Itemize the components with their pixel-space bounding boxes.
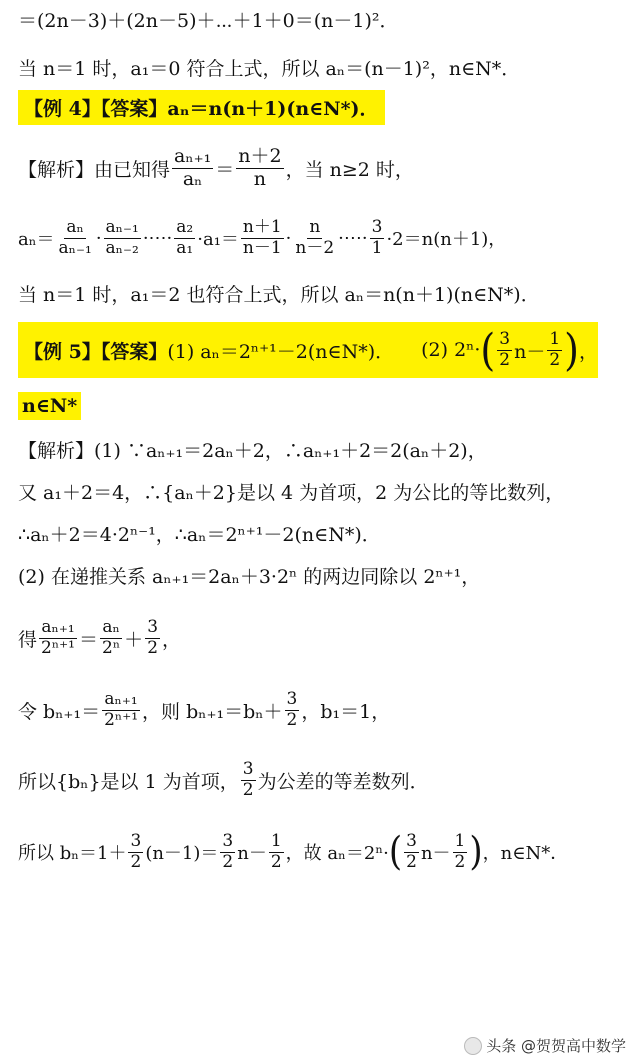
example-5-answer-cont: n∈N* — [18, 388, 81, 424]
solution-line-7: 所以{bₙ}是以 1 为首项， $\frac{3}{2}$ 为公差的等差数列． — [18, 758, 429, 800]
watermark: 头条 @贺贺高中数学 — [464, 1035, 626, 1056]
fraction: $\frac{n+2}{n}$ — [238, 144, 282, 190]
solution-line-5: 得 $\frac{\text{aₙ₊₁}}{\text{2ⁿ⁺¹}}$ ＝ $\frac{\text{aₙ}}{\text{2ⁿ}}$ ＋ $\frac{3}{2}$ ， — [18, 616, 182, 658]
solution-line-2: 又 a₁＋2＝4，∴{aₙ＋2}是以 4 为首项，2 为公比的等比数列， — [18, 481, 565, 504]
fraction: $\frac{\text{aₙ₊₁}}{\text{aₙ}}$ — [174, 144, 212, 190]
example-4-answer: 【例 4】【答案】aₙ＝n(n＋1)(n∈N*)． — [18, 90, 632, 124]
solution-line-3: ∴aₙ＋2＝4·2ⁿ⁻¹，∴aₙ＝2ⁿ⁺¹－2(n∈N*)． — [18, 523, 381, 546]
example-4-solution-intro: 【解析】由已知得 $\frac{\text{aₙ₊₁}}{\text{aₙ}}$ ＝ $\frac{n+2}{n}$ ，当 n≥2 时， — [18, 144, 414, 190]
solution-line-8: 所以 bₙ＝1＋ $\frac{3}{2}$ (n－1)＝ $\frac{3}{2}$ n－ $\frac{1}{2}$ ，故 aₙ＝2ⁿ· ( $\frac{3}{2}$ n－ $\frac{1}{2}$ ) ，n∈N*． — [18, 829, 569, 875]
solution-line-6: 令 bₙ₊₁＝ $\frac{\text{aₙ₊₁}}{\text{2ⁿ⁺¹}}$ ，则 bₙ₊₁＝bₙ＋ $\frac{3}{2}$ ，b₁＝1， — [18, 688, 391, 730]
example-4-product: aₙ＝ $\frac{\text{aₙ}}{\text{aₙ₋₁}}$ · $\frac{\text{aₙ₋₁}}{\text{aₙ₋₂}}$ ·⋯· $\frac{\text{a₂}}{\text{a₁}}$ ·a₁＝ $\frac{n+1}{n-1}$ · $\frac{n}{n-2}$ ·⋯· $\frac{3}{1}$ ·2＝n(n＋1)， — [18, 216, 507, 258]
example-4-note: 当 n＝1 时，a₁＝2 也符合上式，所以 aₙ＝n(n＋1)(n∈N*)． — [18, 283, 540, 306]
example-5-answer: 【例 5】【答案】 (1) aₙ＝2ⁿ⁺¹－2(n∈N*)． (2) 2ⁿ· ( $\frac{3}{2}$ n－ $\frac{1}{2}$ ) ， — [18, 322, 598, 378]
account-logo-icon — [464, 1037, 482, 1055]
solution-line-4: (2) 在递推关系 aₙ₊₁＝2aₙ＋3·2ⁿ 的两边同除以 2ⁿ⁺¹， — [18, 565, 481, 588]
line-1: ＝(2n－3)＋(2n－5)＋⋯＋1＋0＝(n－1)²． — [18, 9, 399, 32]
solution-line-1: 【解析】(1) ∵aₙ₊₁＝2aₙ＋2，∴aₙ₊₁＋2＝2(aₙ＋2)， — [18, 439, 487, 462]
line-2: 当 n＝1 时，a₁＝0 符合上式，所以 aₙ＝(n－1)²，n∈N*． — [18, 57, 521, 80]
